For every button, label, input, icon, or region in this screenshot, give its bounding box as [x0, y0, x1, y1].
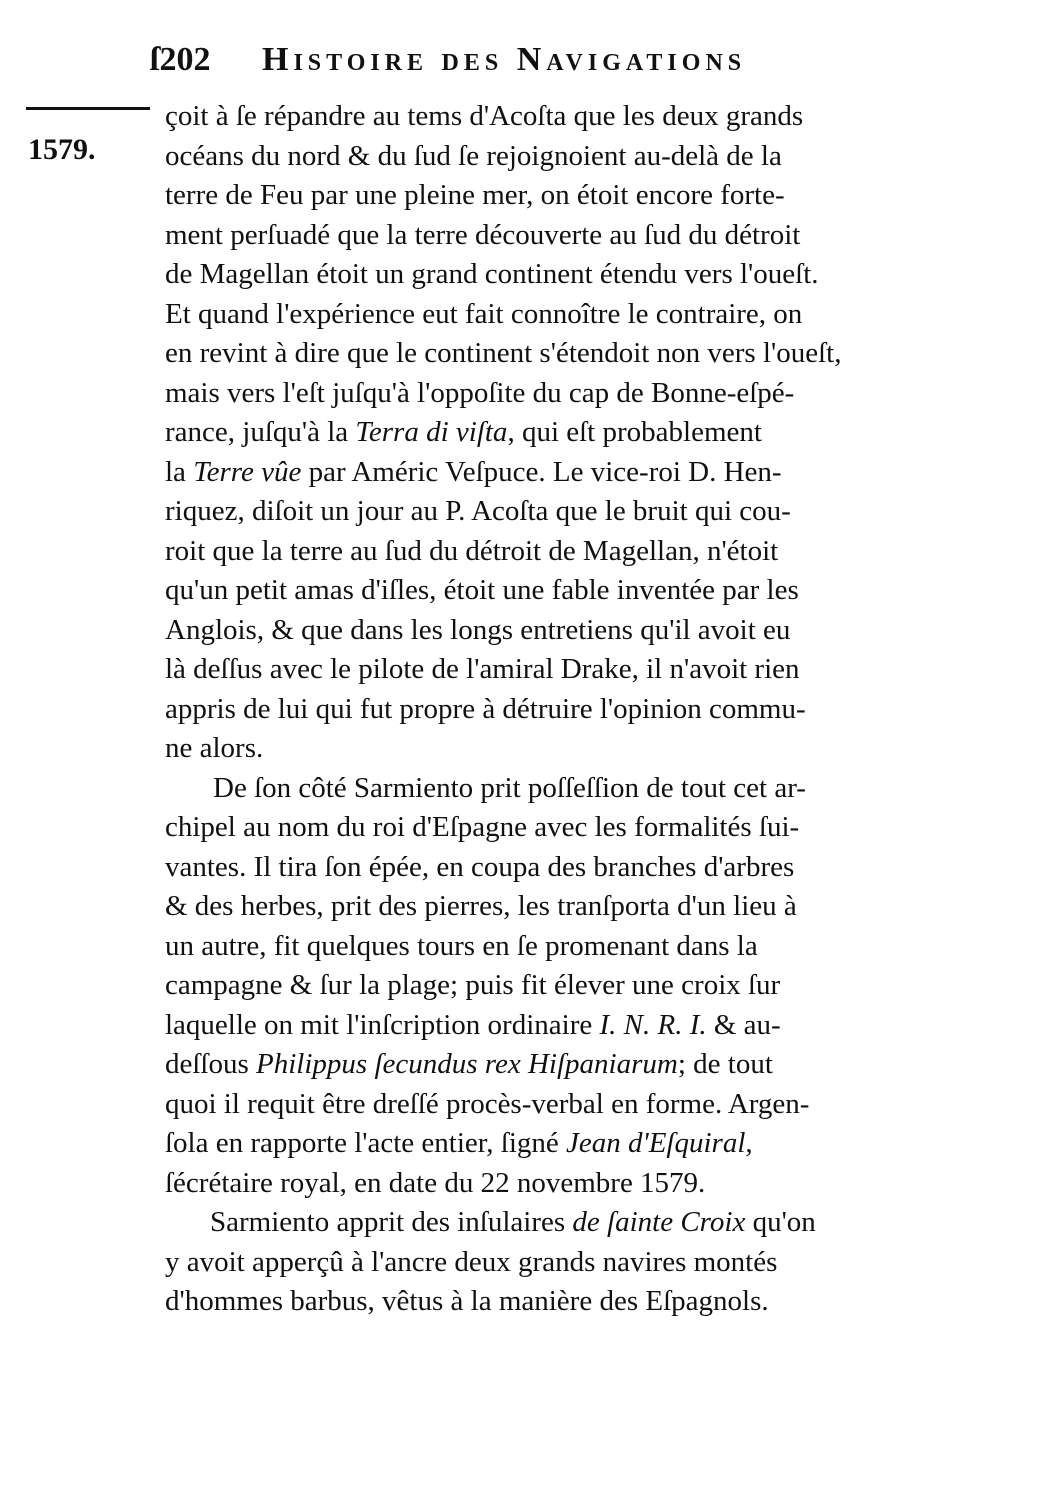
margin-year: 1579. [28, 133, 96, 166]
text-line: Et quand l'expérience eut fait connoître le contraire, on [165, 297, 803, 330]
text-line: en revint à dire que le continent s'étendoit non vers l'oueſt, [165, 337, 842, 369]
text-line: qu'un petit amas d'iſles, étoit une fable inventée par les [165, 574, 799, 606]
text-line: chipel au nom du roi d'Eſpagne avec les formalités ſui- [165, 811, 800, 843]
text-line: quoi il requit être dreſſé procès-verbal en forme. Argen- [165, 1087, 810, 1120]
text-line: vantes. Il tira ſon épée, en coupa des branches d'arbres [165, 850, 795, 883]
text-line: & des herbes, prit des pierres, les tranſporta d'un lieu à [165, 890, 797, 922]
text-line: mais vers l'eſt juſqu'à l'oppoſite du cap de Bonne-eſpé- [165, 376, 795, 409]
italic-phrase: Terre vûe [193, 455, 302, 488]
text-line: çoit à ſe répandre au tems d'Acoſta que les deux grands [165, 100, 804, 132]
running-title: Histoire des Navigations [262, 41, 747, 78]
text-line: riquez, diſoit un jour au P. Acoſta que le bruit qui cou- [165, 495, 791, 527]
text-line: Sarmiento apprit des inſulaires de ſainte Croix qu'on [210, 1206, 816, 1238]
text-line: la Terre vûe par Améric Veſpuce. Le vice-roi D. Hen- [165, 455, 782, 488]
text-line: un autre, fit quelques tours en ſe promenant dans la [165, 929, 758, 962]
italic-phrase: Terra di viſta [355, 416, 508, 448]
text-line: Anglois, & que dans les longs entretiens qu'il avoit eu [165, 613, 791, 646]
text-line: océans du nord & du ſud ſe rejoignoient au-delà de la [165, 139, 782, 172]
text-line: de Magellan étoit un grand continent étendu vers l'oueſt. [165, 258, 819, 290]
body-text [165, 97, 1015, 1322]
italic-phrase: I. N. R. I. [599, 1008, 707, 1041]
text-line: appris de lui qui fut propre à détruire l'opinion commu- [165, 692, 806, 725]
text-line: terre de Feu par une pleine mer, on étoit encore forte- [165, 179, 785, 211]
text-line: ment perſuadé que la terre découverte au ſud du détroit [165, 218, 801, 251]
page-number: ſ202 [150, 41, 211, 78]
text-line: là deſſus avec le pilote de l'amiral Drake, il n'avoit rien [165, 653, 800, 685]
page-header [150, 38, 1000, 82]
text-line: y avoit apperçû à l'ancre deux grands navires montés [165, 1245, 778, 1278]
italic-phrase: de ſainte Croix [572, 1206, 746, 1238]
text-line: roit que la terre au ſud du détroit de Magellan, n'étoit [165, 534, 779, 567]
text-line: campagne & ſur la plage; puis fit élever une croix ſur [165, 969, 781, 1001]
text-line: De ſon côté Sarmiento prit poſſeſſion de tout cet ar- [213, 771, 806, 804]
text-line: laquelle on mit l'inſcription ordinaire I. N. R. I. & au- [165, 1008, 781, 1041]
italic-phrase: Philippus ſecundus rex Hiſpaniarum [256, 1048, 678, 1080]
text-line: rance, juſqu'à la Terra di viſta, qui eſt probablement [165, 416, 762, 448]
text-line: deſſous Philippus ſecundus rex Hiſpaniarum; de tout [165, 1048, 773, 1080]
text-line: ſécrétaire royal, en date du 22 novembre 1579. [165, 1166, 706, 1199]
margin-rule [26, 107, 150, 110]
text-line: ne alors. [165, 732, 264, 764]
text-line: ſola en rapporte l'acte entier, ſigné Jean d'Eſquiral, [165, 1127, 753, 1159]
text-line: d'hommes barbus, vêtus à la manière des Eſpagnols. [165, 1285, 769, 1317]
italic-phrase: Jean d'Eſquiral [566, 1127, 746, 1159]
